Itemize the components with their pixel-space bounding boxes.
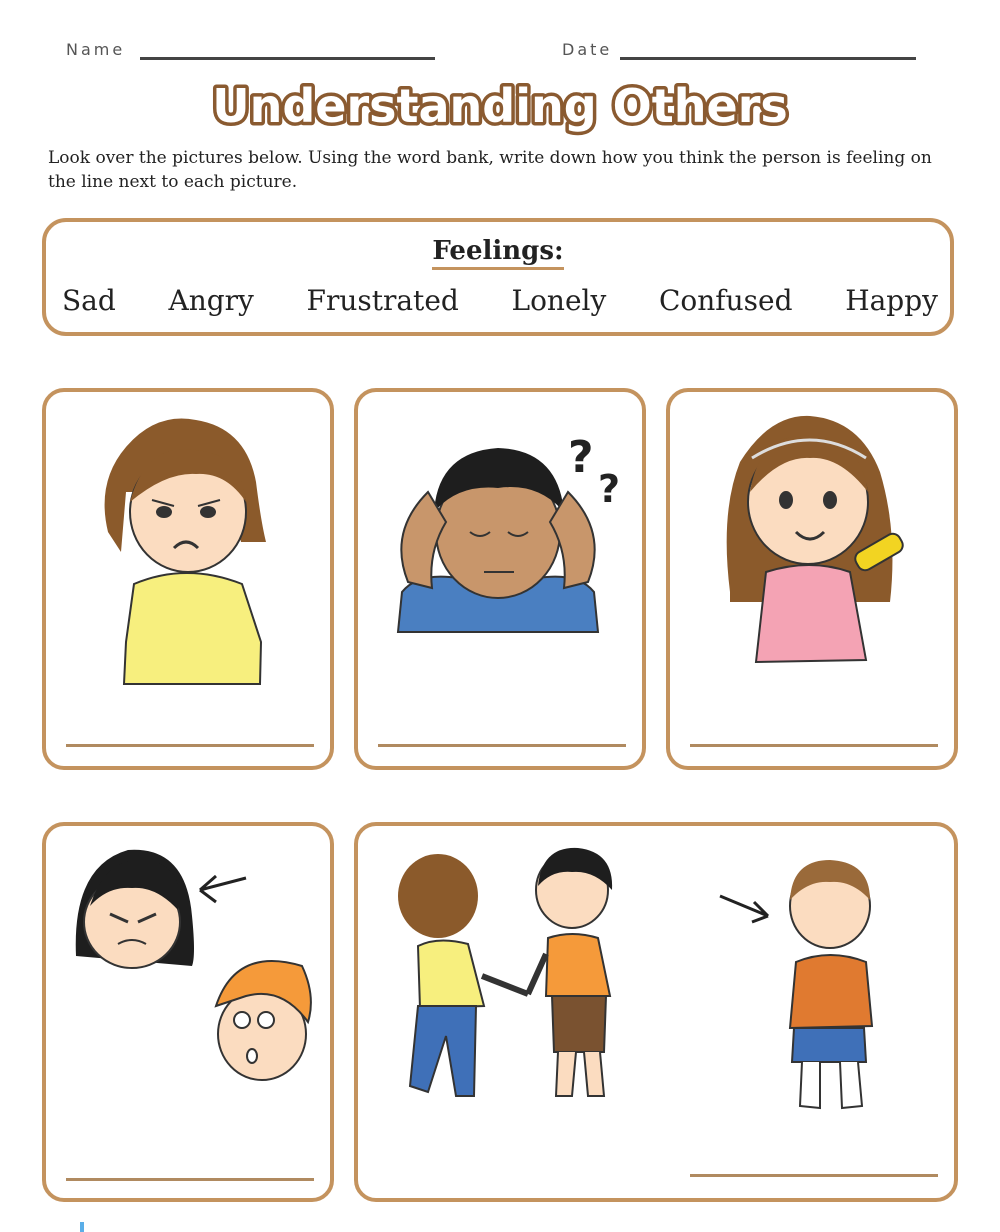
confused-boy-illustration: [358, 392, 642, 692]
word-angry: Angry: [168, 284, 254, 317]
answer-line[interactable]: [690, 744, 938, 747]
card-sad-girl: [42, 388, 334, 770]
word-bank-title: Feelings:: [46, 236, 950, 266]
word-frustrated: Frustrated: [306, 284, 459, 317]
answer-line[interactable]: [66, 744, 314, 747]
instructions: Look over the pictures below. Using the word bank, write down how you think the person is feeling on the line next to each picture.: [48, 148, 932, 192]
question-mark: ?: [598, 467, 621, 511]
date-line[interactable]: [620, 57, 916, 60]
word-bank: [42, 218, 954, 336]
card-angry-girl: [42, 822, 334, 1202]
happy-girl-illustration: [670, 392, 954, 692]
answer-line[interactable]: [66, 1178, 314, 1181]
sad-girl-illustration: [46, 392, 330, 692]
word-confused: Confused: [658, 284, 793, 317]
card-happy-girl: [666, 388, 958, 770]
word-happy: Happy: [845, 284, 938, 317]
angry-girl-illustration: [46, 826, 330, 1126]
word-bank-words: [62, 284, 938, 317]
footer-mark: [80, 1222, 84, 1232]
word-lonely: Lonely: [511, 284, 607, 317]
answer-line[interactable]: [690, 1174, 938, 1177]
word-sad: Sad: [62, 284, 116, 317]
lonely-boy-illustration: [358, 826, 954, 1126]
date-label: Date: [562, 40, 613, 59]
page-title-text: Understanding Others: [212, 79, 788, 133]
answer-line[interactable]: [378, 744, 626, 747]
name-line[interactable]: [140, 57, 435, 60]
card-lonely-boy: [354, 822, 958, 1202]
question-mark: ?: [568, 432, 594, 483]
page-title: [0, 70, 1000, 142]
card-confused-boy: [354, 388, 646, 770]
name-label: Name: [66, 40, 126, 59]
